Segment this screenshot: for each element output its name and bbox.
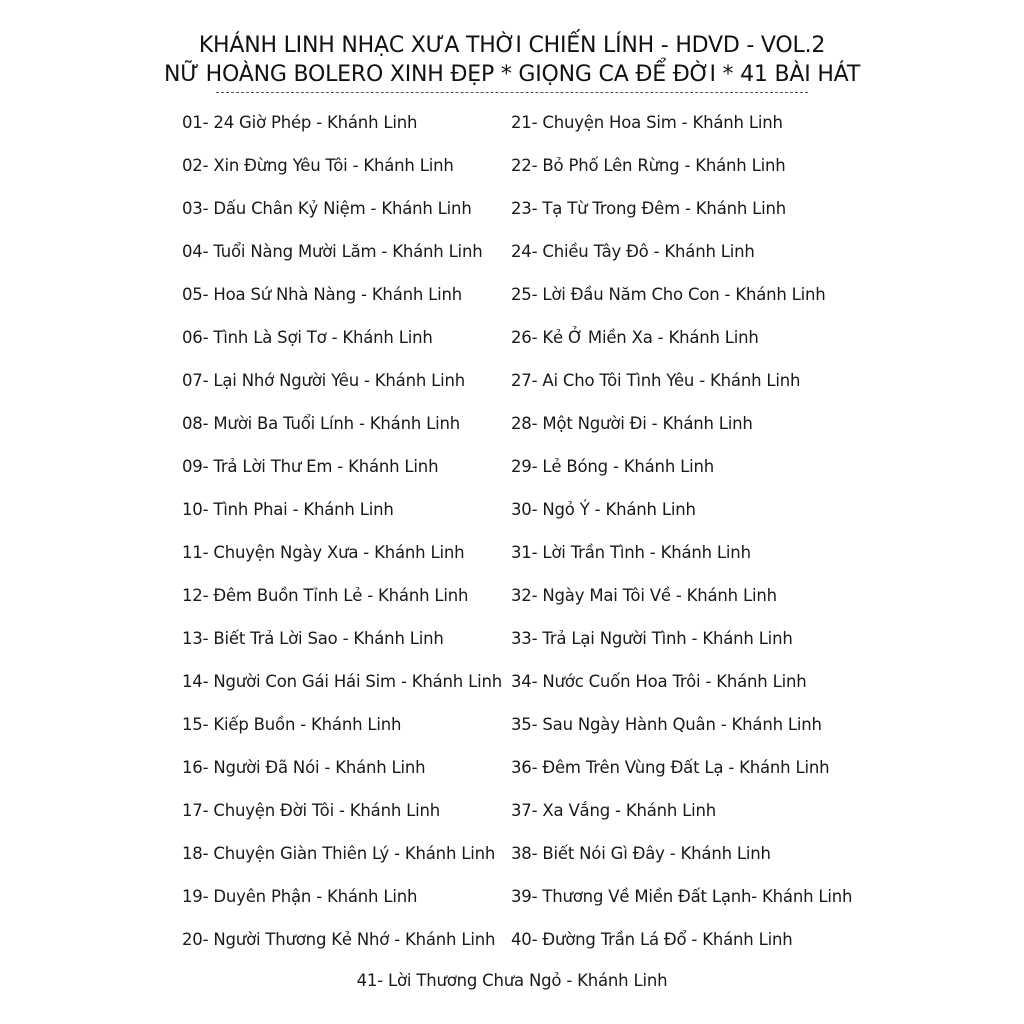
track-item: 22- Bỏ Phố Lên Rừng - Khánh Linh: [511, 156, 786, 175]
track-item: 38- Biết Nói Gì Đây - Khánh Linh: [511, 844, 771, 863]
track-item: 36- Đêm Trên Vùng Đất Lạ - Khánh Linh: [511, 758, 830, 777]
track-item: 02- Xin Đừng Yêu Tôi - Khánh Linh: [182, 156, 454, 175]
track-item: 04- Tuổi Nàng Mười Lăm - Khánh Linh: [182, 242, 483, 261]
track-item: 10- Tình Phai - Khánh Linh: [182, 500, 394, 519]
track-item: 17- Chuyện Đời Tôi - Khánh Linh: [182, 801, 441, 820]
track-item: 16- Người Đã Nói - Khánh Linh: [182, 758, 426, 777]
track-item: 07- Lại Nhớ Người Yêu - Khánh Linh: [182, 371, 466, 390]
track-item: 13- Biết Trả Lời Sao - Khánh Linh: [182, 629, 444, 648]
track-item: 32- Ngày Mai Tôi Về - Khánh Linh: [511, 586, 777, 605]
track-item: 31- Lời Trần Tình - Khánh Linh: [511, 543, 751, 562]
track-item: 05- Hoa Sứ Nhà Nàng - Khánh Linh: [182, 285, 463, 304]
track-item: 06- Tình Là Sợi Tơ - Khánh Linh: [182, 328, 433, 347]
track-item: 28- Một Người Đi - Khánh Linh: [511, 414, 753, 433]
track-item: 37- Xa Vắng - Khánh Linh: [511, 801, 717, 820]
tracklist-left-column: [182, 110, 502, 970]
track-item: 30- Ngỏ Ý - Khánh Linh: [511, 500, 696, 519]
track-item: 09- Trả Lời Thư Em - Khánh Linh: [182, 457, 439, 476]
track-item: 26- Kẻ Ở Miền Xa - Khánh Linh: [511, 328, 759, 347]
track-item: 18- Chuyện Giàn Thiên Lý - Khánh Linh: [182, 844, 496, 863]
track-item: 39- Thương Về Miền Đất Lạnh- Khánh Linh: [511, 887, 853, 906]
track-item: 15- Kiếp Buồn - Khánh Linh: [182, 715, 402, 734]
track-item: 25- Lời Đầu Năm Cho Con - Khánh Linh: [511, 285, 826, 304]
track-item: 34- Nước Cuốn Hoa Trôi - Khánh Linh: [511, 672, 807, 691]
track-item: 35- Sau Ngày Hành Quân - Khánh Linh: [511, 715, 822, 734]
track-item: 40- Đường Trần Lá Đổ - Khánh Linh: [511, 930, 793, 949]
track-item: 03- Dấu Chân Kỷ Niệm - Khánh Linh: [182, 199, 472, 218]
track-item: 29- Lẻ Bóng - Khánh Linh: [511, 457, 715, 476]
track-item: 01- 24 Giờ Phép - Khánh Linh: [182, 113, 418, 132]
track-item: 33- Trả Lại Người Tình - Khánh Linh: [511, 629, 793, 648]
track-item: 27- Ai Cho Tôi Tình Yêu - Khánh Linh: [511, 371, 801, 390]
track-item: 14- Người Con Gái Hái Sim - Khánh Linh: [182, 672, 502, 691]
track-item: 24- Chiều Tây Đô - Khánh Linh: [511, 242, 755, 261]
tracklist-right-column: [511, 110, 852, 970]
track-item: 12- Đêm Buồn Tỉnh Lẻ - Khánh Linh: [182, 586, 469, 605]
album-title: KHÁNH LINH NHẠC XƯA THỜI CHIẾN LÍNH - HDVD - VOL.2: [198, 33, 826, 58]
track-item: 23- Tạ Từ Trong Đêm - Khánh Linh: [511, 199, 787, 218]
track-item: 20- Người Thương Kẻ Nhớ - Khánh Linh: [182, 930, 496, 949]
track-item-last: 41- Lời Thương Chưa Ngỏ - Khánh Linh: [356, 971, 668, 990]
track-item: 21- Chuyện Hoa Sim - Khánh Linh: [511, 113, 783, 132]
dashed-divider: [216, 92, 808, 93]
track-item: 11- Chuyện Ngày Xưa - Khánh Linh: [182, 543, 465, 562]
album-subtitle: NỮ HOÀNG BOLERO XINH ĐẸP * GIỌNG CA ĐỂ ĐỜI * 41 BÀI HÁT: [163, 62, 861, 87]
track-item: 19- Duyên Phận - Khánh Linh: [182, 887, 418, 906]
track-item: 08- Mười Ba Tuổi Lính - Khánh Linh: [182, 414, 461, 433]
